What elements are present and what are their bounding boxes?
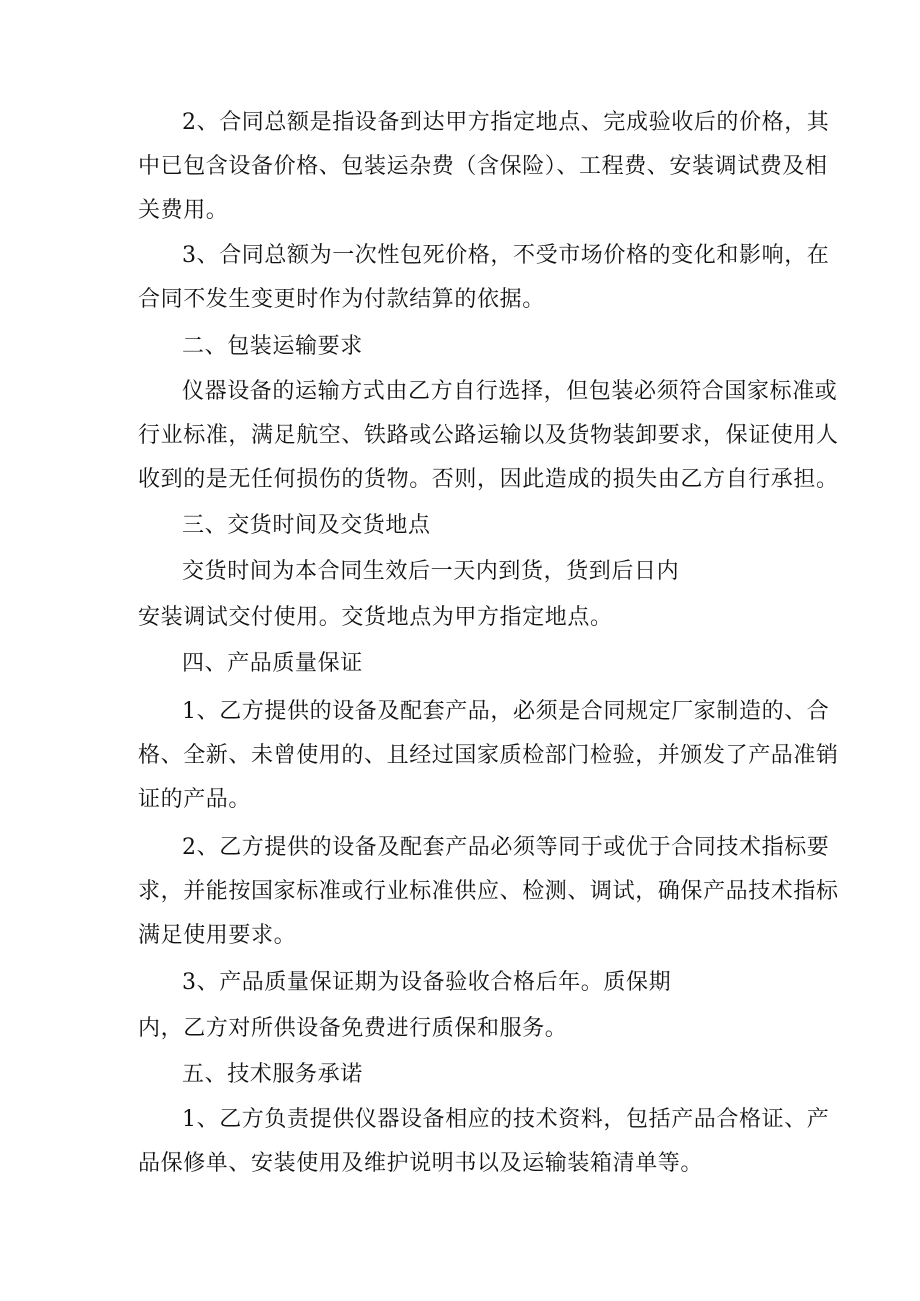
section-heading-packaging: 二、包装运输要求 <box>182 334 363 359</box>
quality-1-line-3: 证的产品。 <box>138 787 252 812</box>
clause-2-line-2: 中已包含设备价格、包装运杂费（含保险）、工程费、安装调试费及相 <box>138 154 828 179</box>
quality-3-line-2: 内，乙方对所供设备免费进行质保和服务。 <box>138 1016 568 1041</box>
delivery-line-1: 交货时间为本合同生效后一天内到货，货到后日内 <box>182 559 680 584</box>
quality-3-line-1: 3、产品质量保证期为设备验收合格后年。质保期 <box>182 970 672 995</box>
section-heading-service: 五、技术服务承诺 <box>182 1062 363 1087</box>
packaging-line-2: 行业标准，满足航空、铁路或公路运输以及货物装卸要求，保证使用人 <box>138 423 839 448</box>
clause-3-line-2: 合同不发生变更时作为付款结算的依据。 <box>138 287 545 312</box>
packaging-line-1: 仪器设备的运输方式由乙方自行选择，但包装必须符合国家标准或 <box>182 379 838 404</box>
section-heading-delivery: 三、交货时间及交货地点 <box>182 513 431 538</box>
service-1-line-2: 品保修单、安装使用及维护说明书以及运输装箱清单等。 <box>138 1151 704 1176</box>
clause-2-line-1: 2、合同总额是指设备到达甲方指定地点、完成验收后的价格，其 <box>182 110 830 135</box>
clause-3-line-1: 3、合同总额为一次性包死价格，不受市场价格的变化和影响，在 <box>182 243 830 268</box>
clause-2-line-3: 关费用。 <box>138 198 229 223</box>
quality-1-line-2: 格、全新、未曾使用的、且经过国家质检部门检验，并颁发了产品准销 <box>138 743 839 768</box>
service-1-line-1: 1、乙方负责提供仪器设备相应的技术资料，包括产品合格证、产 <box>182 1107 830 1132</box>
section-heading-quality: 四、产品质量保证 <box>182 651 363 676</box>
quality-2-line-1: 2、乙方提供的设备及配套产品必须等同于或优于合同技术指标要 <box>182 835 830 860</box>
delivery-line-2: 安装调试交付使用。交货地点为甲方指定地点。 <box>138 605 613 630</box>
packaging-line-3: 收到的是无任何损伤的货物。否则，因此造成的损失由乙方自行承担。 <box>138 467 839 492</box>
quality-2-line-3: 满足使用要求。 <box>138 923 297 948</box>
quality-2-line-2: 求，并能按国家标准或行业标准供应、检测、调试，确保产品技术指标 <box>138 879 839 904</box>
quality-1-line-1: 1、乙方提供的设备及配套产品，必须是合同规定厂家制造的、合 <box>182 699 830 724</box>
